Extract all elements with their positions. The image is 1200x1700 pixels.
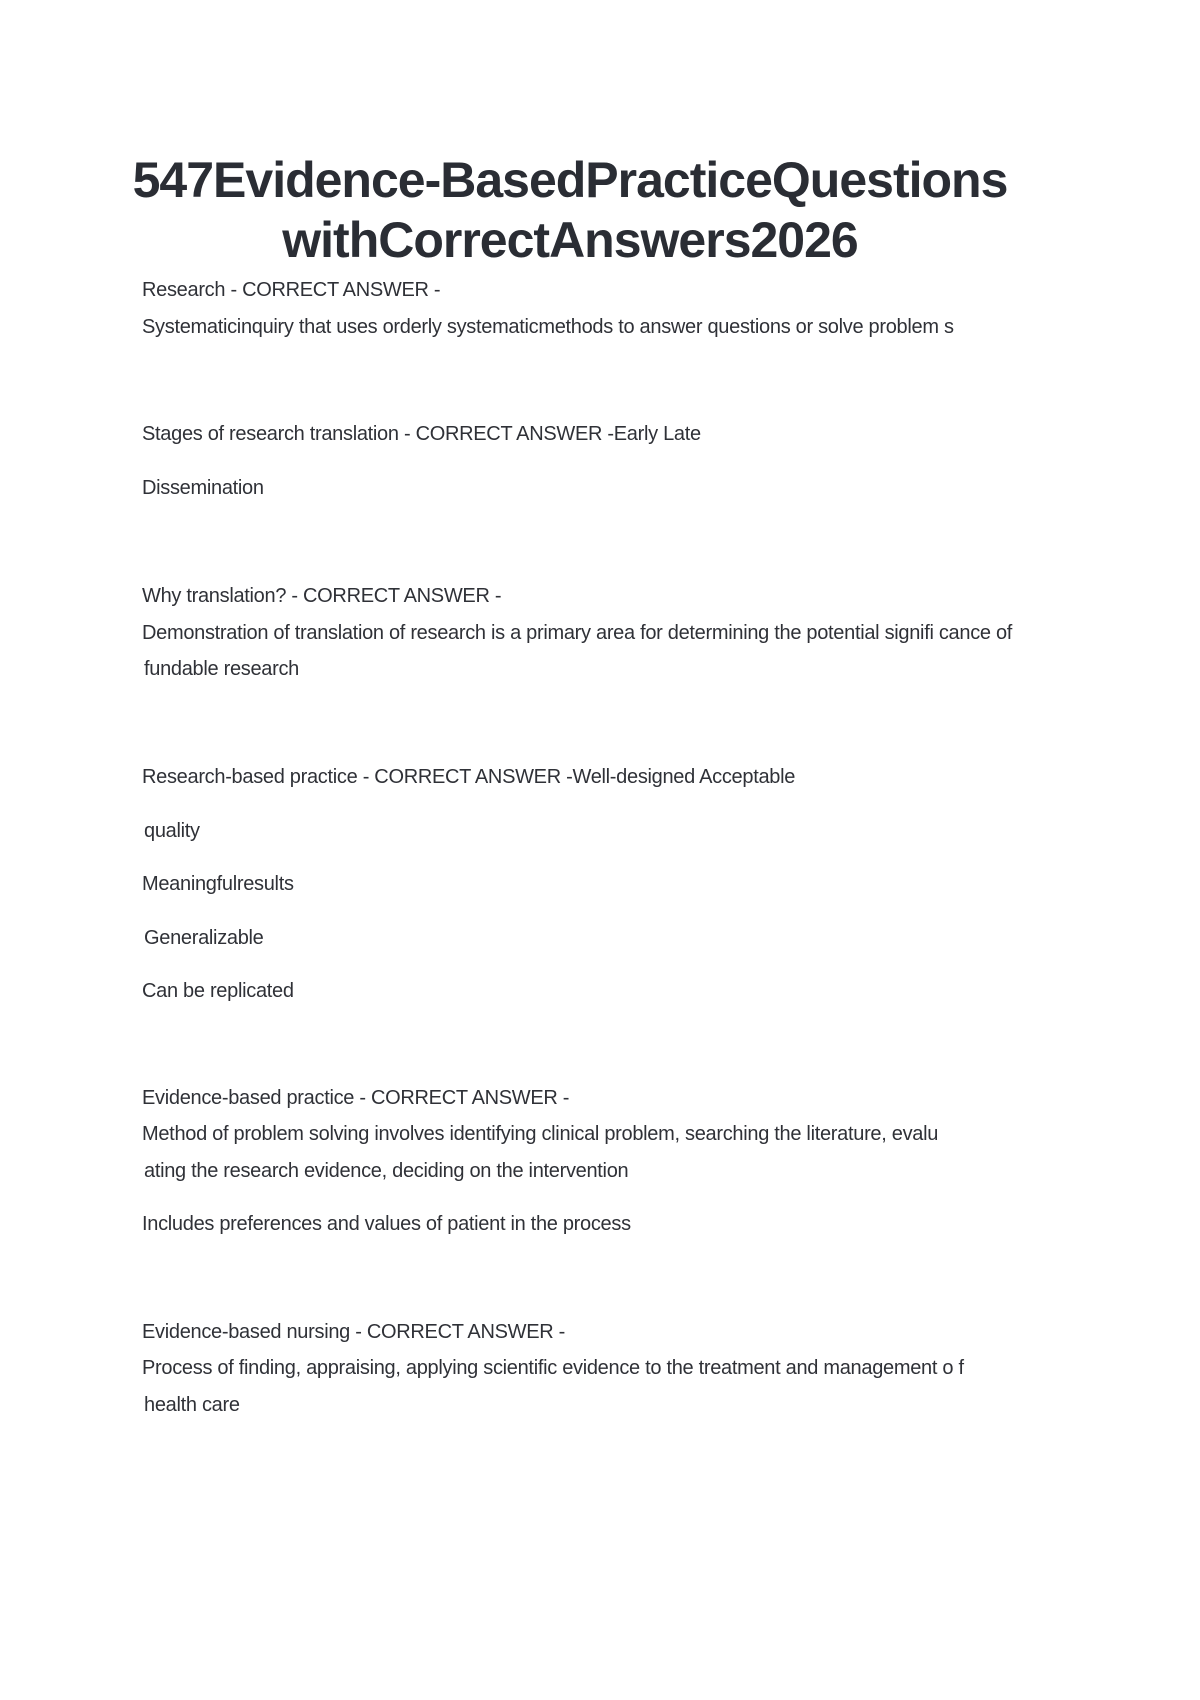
entry-research-answer: Systematicinquiry that uses orderly systematicmethods to answer questions or solve problem s xyxy=(142,316,954,338)
entry-ebn-answer: Process of finding, appraising, applying scientific evidence to the treatment and management o f xyxy=(142,1357,964,1379)
entry-research-based-item: quality xyxy=(144,820,200,842)
entry-why-translation-question: Why translation? - CORRECT ANSWER - xyxy=(142,585,502,607)
entry-why-translation-answer-cont: fundable research xyxy=(144,658,300,680)
entry-research-based-item: Generalizable xyxy=(144,927,264,949)
entry-why-translation-answer: Demonstration of translation of research is a primary area for determining the potential signifi cance of xyxy=(142,622,1013,644)
entry-ebp-question: Evidence-based practice - CORRECT ANSWER - xyxy=(142,1087,570,1109)
entry-research-based-question: Research-based practice - CORRECT ANSWER -Well-designed Acceptable xyxy=(142,766,796,788)
entry-stages-answer: Dissemination xyxy=(142,477,264,499)
entry-research-based-item: Can be replicated xyxy=(142,980,294,1002)
entry-ebp-answer-note: Includes preferences and values of patient in the process xyxy=(142,1213,631,1235)
entry-ebn-question: Evidence-based nursing - CORRECT ANSWER - xyxy=(142,1321,566,1343)
document-title xyxy=(120,150,1020,270)
entry-research-question: Research - CORRECT ANSWER - xyxy=(142,279,441,301)
title-line-1: 547Evidence-BasedPracticeQuestions xyxy=(132,152,1008,208)
entry-ebn-answer-cont: health care xyxy=(144,1394,240,1416)
entry-ebp-answer-cont: ating the research evidence, deciding on the intervention xyxy=(144,1160,629,1182)
entry-research-based-item: Meaningfulresults xyxy=(142,873,294,895)
entry-stages-question: Stages of research translation - CORRECT ANSWER -Early Late xyxy=(142,423,701,445)
entry-ebp-answer: Method of problem solving involves identifying clinical problem, searching the literature, evalu xyxy=(142,1123,939,1145)
title-line-2: withCorrectAnswers2026 xyxy=(282,212,858,268)
